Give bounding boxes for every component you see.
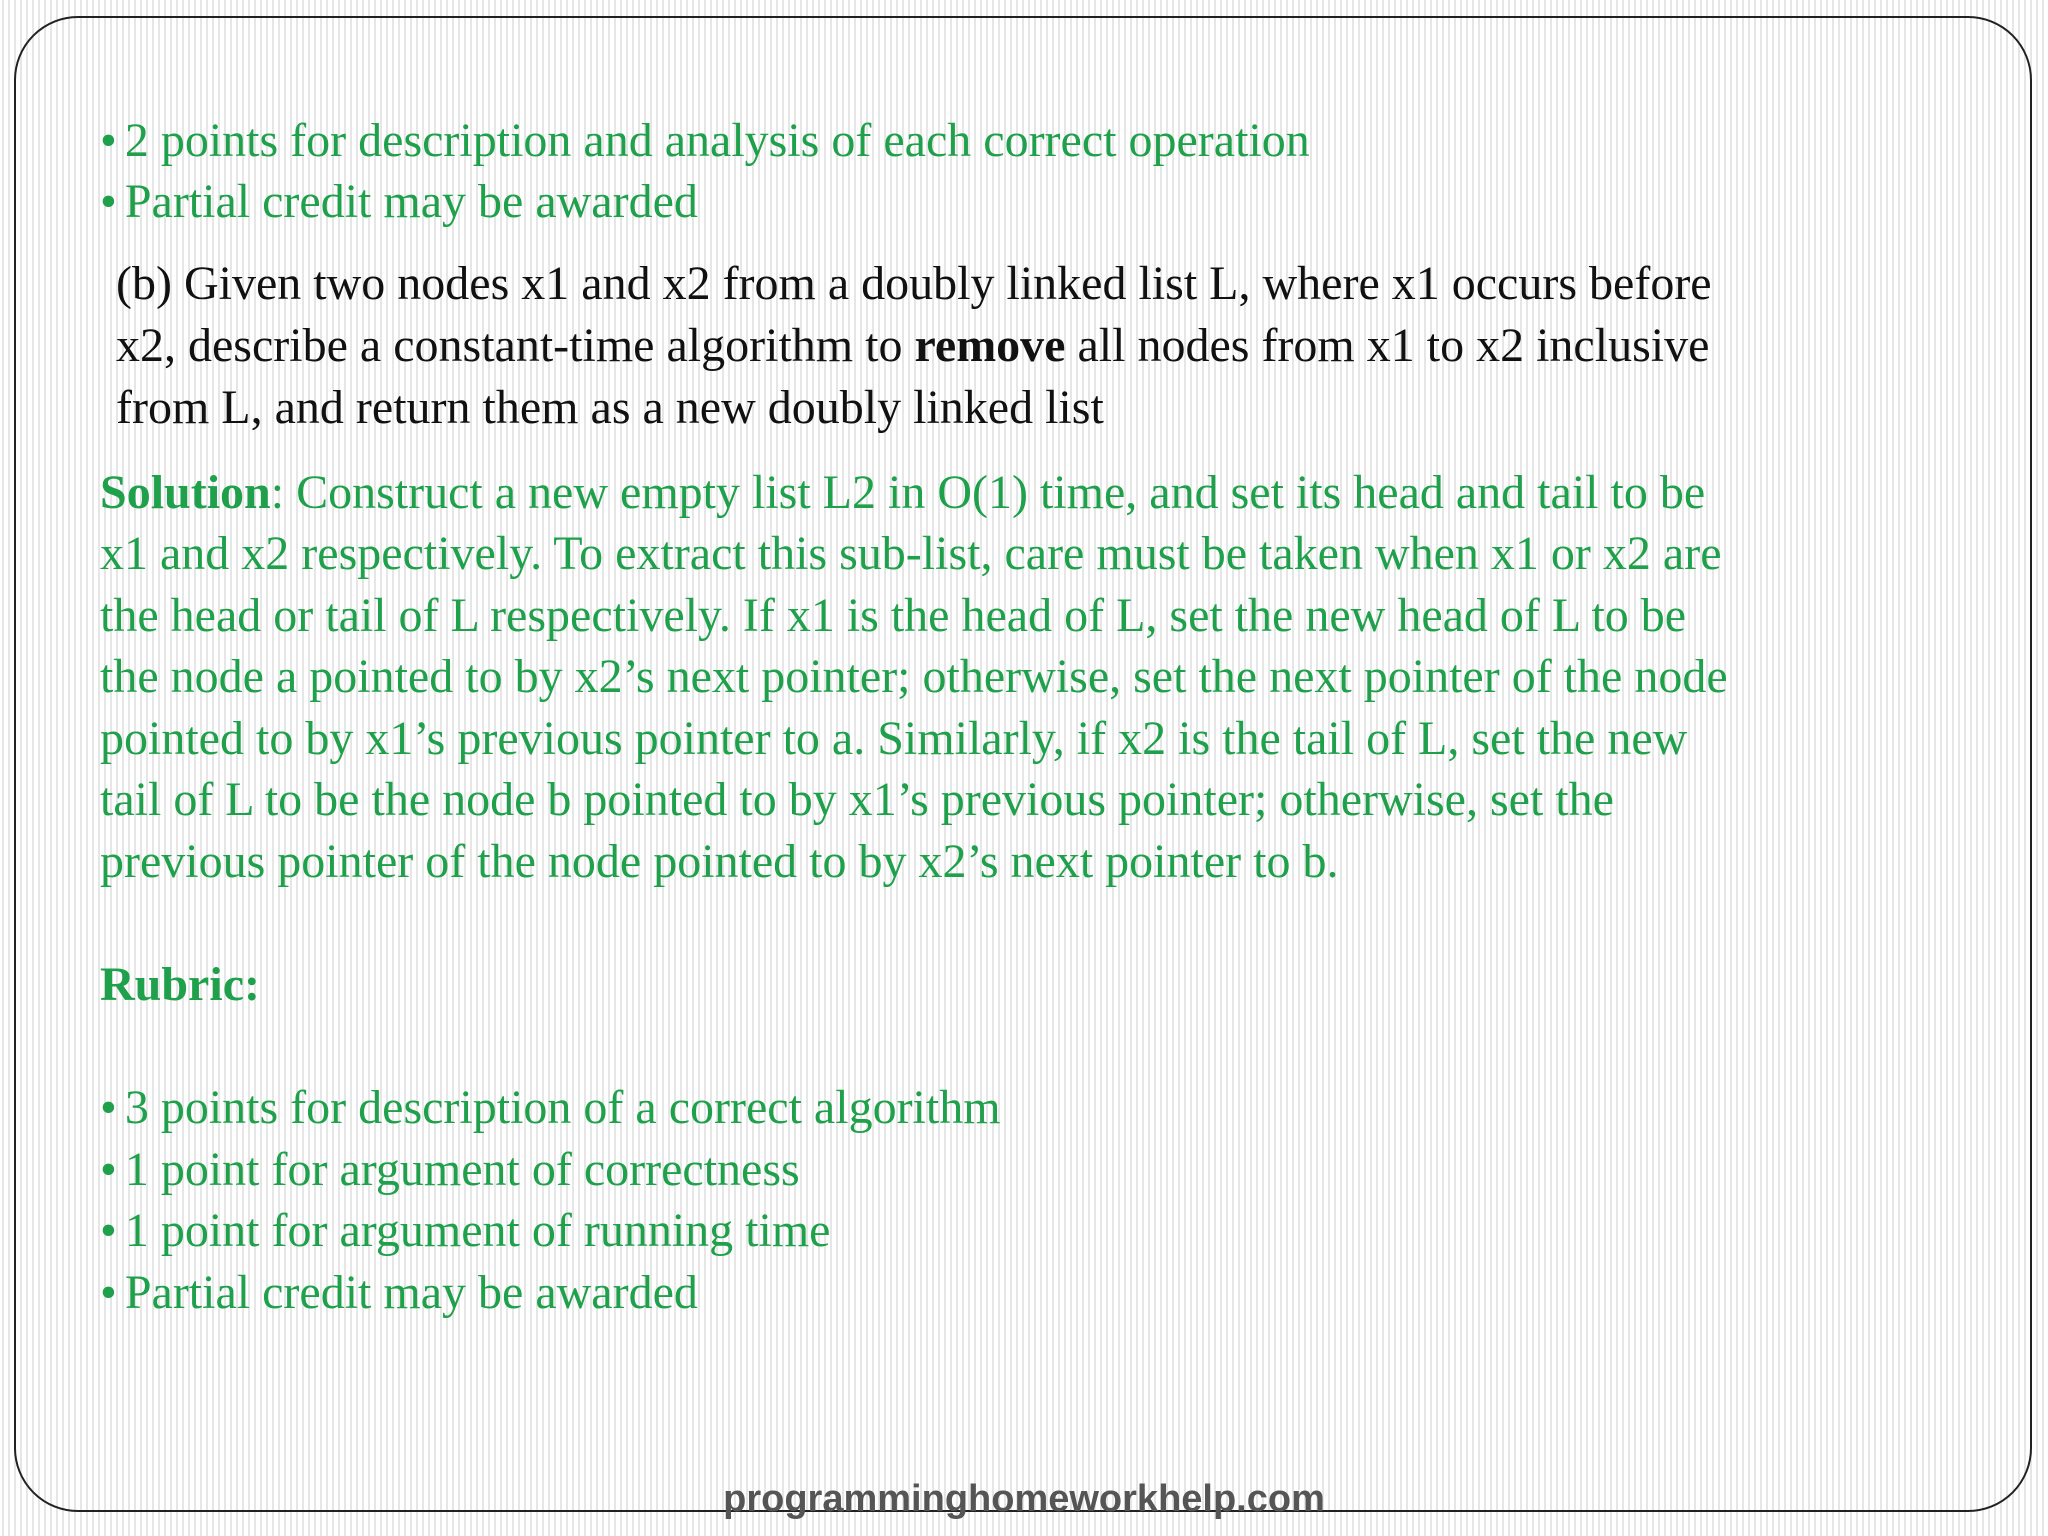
rubric-bullet-2: • 1 point for argument of correctness [100,1143,800,1196]
bullet-marker: • [100,175,117,228]
bullet-marker: • [100,114,117,167]
question-line-3: from L, and return them as a new doubly linked list [116,381,1104,434]
bullet-marker: • [100,1266,117,1319]
top-bullet-2: • Partial credit may be awarded [100,175,698,228]
question-emphasis: remove [914,319,1066,372]
solution-label: Solution [100,466,271,519]
bullet-marker: • [100,1081,117,1134]
solution-line: previous pointer of the node pointed to by x2’s next pointer to b. [100,835,1339,888]
rubric-bullet-3: • 1 point for argument of running time [100,1204,831,1257]
solution-line-1: Solution: Construct a new empty list L2 in O(1) time, and set its head and tail to be [100,466,1706,519]
rubric-bullet-4: • Partial credit may be awarded [100,1266,698,1319]
solution-line: pointed to by x1’s previous pointer to a. Similarly, if x2 is the tail of L, set the new [100,712,1688,765]
rubric-bullet-1: • 3 points for description of a correct algorithm [100,1081,1001,1134]
bullet-marker: • [100,1204,117,1257]
footer-website: programminghomeworkhelp.com [723,1478,1325,1520]
question-line-1: (b) Given two nodes x1 and x2 from a doubly linked list L, where x1 occurs before [116,257,1712,310]
solution-line: tail of L to be the node b pointed to by x1’s previous pointer; otherwise, set the [100,773,1614,826]
bullet-marker: • [100,1143,117,1196]
solution-line: x1 and x2 respectively. To extract this sub-list, care must be taken when x1 or x2 are [100,527,1722,580]
solution-line: the node a pointed to by x2’s next pointer; otherwise, set the next pointer of the node [100,650,1728,703]
rubric-heading: Rubric: [100,958,260,1011]
question-line-2: x2, describe a constant-time algorithm to remove all nodes from x1 to x2 inclusive [116,319,1710,372]
solution-line: the head or tail of L respectively. If x1 is the head of L, set the new head of L to be [100,589,1687,642]
top-bullet-1: • 2 points for description and analysis of each correct operation [100,114,1310,167]
